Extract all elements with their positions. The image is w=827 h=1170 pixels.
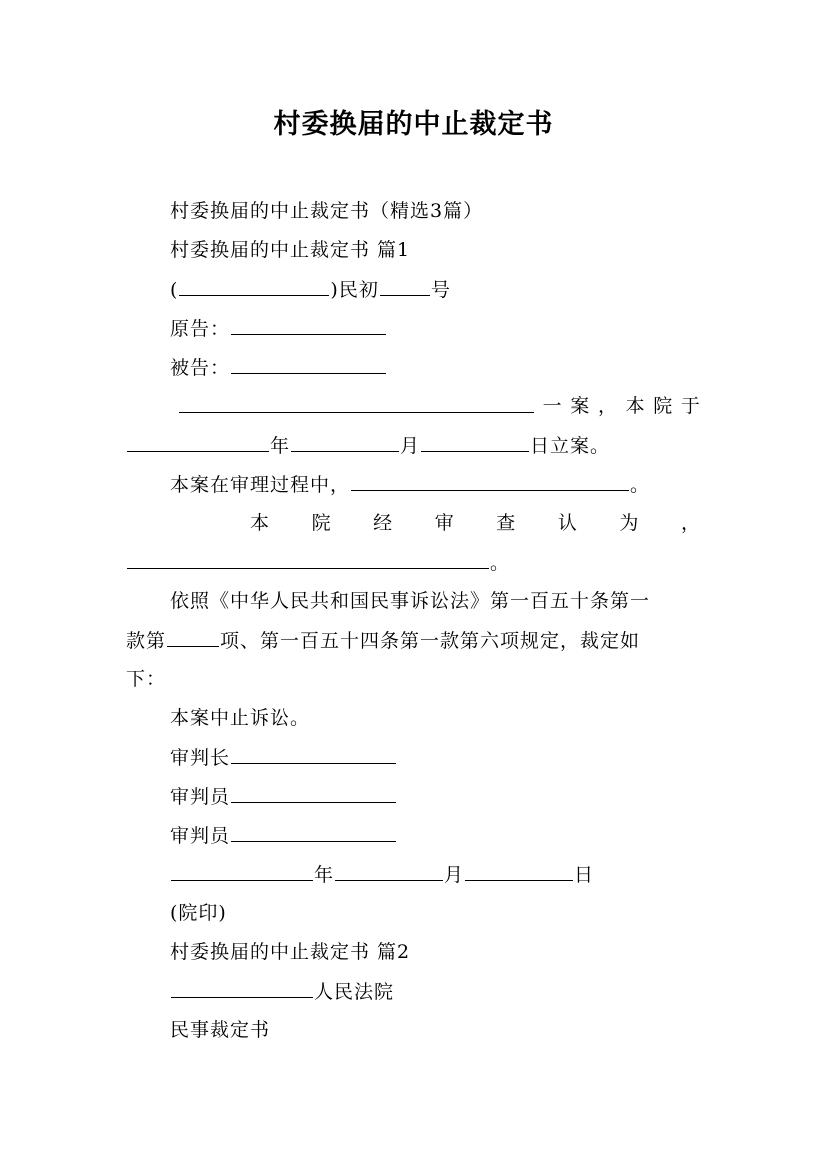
filing-day-blank [421,433,529,452]
chief-judge-blank [231,745,396,764]
court-finding-char-6: 认 [557,512,578,534]
judge-2-line [170,823,397,848]
law-basis-line-1: 依照《中华人民共和国民事诉讼法》第一百五十条第一 [170,590,651,612]
law-basis-end: 项、第一百五十四条第一款第六项规定，裁定如 [220,630,641,652]
defendant-blank [231,355,386,374]
document-subtitle: 村委换届的中止裁定书（精选3篇） [170,200,484,222]
filing-month-label: 月 [400,435,421,457]
court-name-line [170,979,394,1004]
plaintiff-line [170,316,387,341]
case-cause-char-4: 本 [625,395,646,417]
court-finding-char-2: 院 [311,512,332,534]
court-name-suffix: 人民法院 [314,981,395,1003]
case-cause-char-3: ， [597,395,618,417]
filing-month-blank [291,433,399,452]
ruling-year-label: 年 [314,864,335,886]
law-basis-line-3: 下： [126,668,167,690]
ruling-month-blank [335,862,443,881]
defendant-line [170,355,387,380]
case-number-suffix: 号 [430,279,451,301]
court-finding-blank-line [126,550,510,575]
ruling-month-label: 月 [444,864,465,886]
ruling-text: 本案中止诉讼。 [170,707,311,729]
filing-day-label: 日立案。 [530,435,611,457]
court-finding-end: 。 [490,552,511,574]
court-finding-char-3: 经 [373,512,394,534]
trial-process-line [170,472,650,497]
court-finding-char-5: 查 [496,512,517,534]
chief-judge-line [170,745,397,770]
trial-process-end: 。 [630,474,651,496]
court-finding-blank [127,550,489,569]
ruling-date-line [170,862,594,887]
case-cause-char-6: 于 [680,395,701,417]
court-name-blank [171,979,313,998]
case-cause-blank [179,394,534,413]
case-number-mid: )民初 [330,279,379,301]
judge-1-blank [231,784,396,803]
case-cause-char-5: 院 [653,395,674,417]
judge-1-label: 审判员 [170,786,231,808]
section-1-title: 村委换届的中止裁定书 篇1 [170,239,411,261]
defendant-label: 被告： [170,357,231,379]
court-finding-char-1: 本 [250,512,271,534]
ruling-day-blank [465,862,573,881]
court-finding-char-4: 审 [434,512,455,534]
judge-2-blank [231,823,396,842]
case-number-line [170,277,451,302]
case-cause-char-2: 案 [570,395,591,417]
case-year-blank [179,277,329,296]
trial-process-text: 本案在审理过程中， [170,474,351,496]
case-number-blank [380,277,430,296]
section-2-title: 村委换届的中止裁定书 篇2 [170,941,411,963]
ruling-year-blank [171,862,313,881]
law-basis-start: 款第 [126,630,167,652]
case-number-open: ( [170,279,179,301]
law-basis-line-2 [126,628,640,653]
plaintiff-label: 原告： [170,318,231,340]
filing-year-blank [127,433,269,452]
law-clause-blank [167,628,219,647]
case-cause-char-1: 一 [542,395,563,417]
filing-date-line [126,433,610,458]
plaintiff-blank [231,316,386,335]
trial-process-blank [351,472,629,491]
filing-year-label: 年 [270,435,291,457]
judge-1-line [170,784,397,809]
ruling-day-label: 日 [574,864,595,886]
document-type: 民事裁定书 [170,1019,271,1041]
chief-judge-label: 审判长 [170,747,231,769]
judge-2-label: 审判员 [170,825,231,847]
case-cause-line [178,394,701,418]
document-title: 村委换届的中止裁定书 [273,109,554,140]
court-finding-line [170,511,701,535]
court-finding-char-7: 为 [619,512,640,534]
court-seal-note: (院印) [170,902,227,924]
court-finding-char-8: ， [680,512,701,534]
